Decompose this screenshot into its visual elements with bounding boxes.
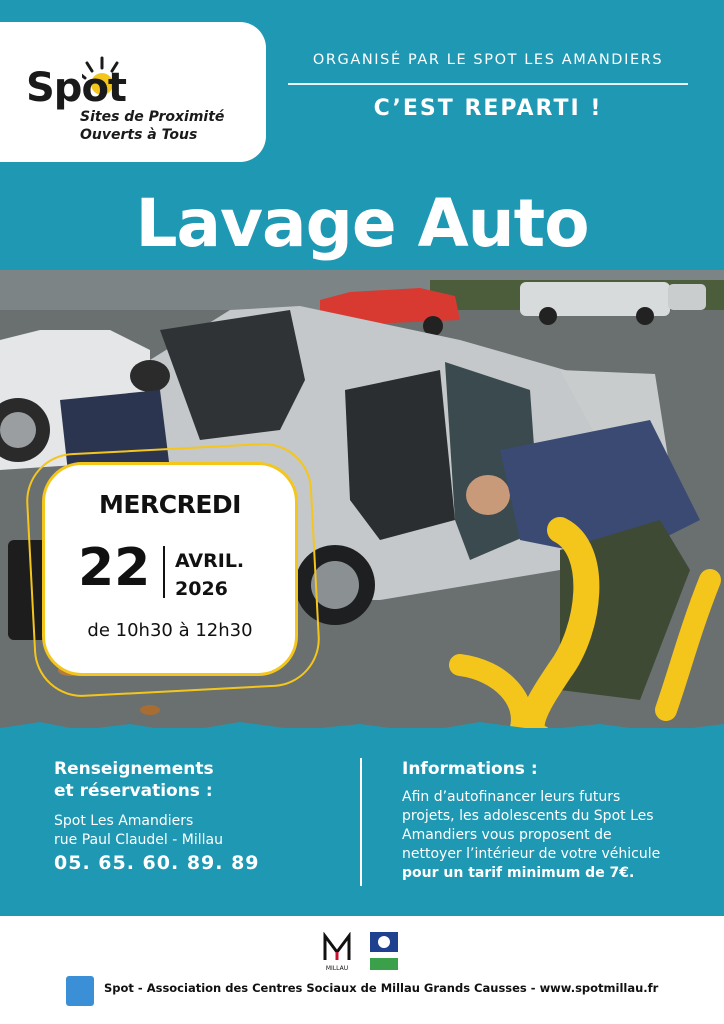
millau-logo <box>322 932 352 972</box>
event-title: Lavage Auto <box>135 185 589 262</box>
contact-column <box>54 758 344 876</box>
address-line2: rue Paul Claudel - Millau <box>54 832 223 848</box>
organizer-text: ORGANISÉ PAR LE SPOT LES AMANDIERS <box>312 52 664 68</box>
contact-heading-line1: Renseignements <box>54 759 214 779</box>
logo-tagline <box>80 108 224 144</box>
date-year: 2026 <box>175 578 228 600</box>
information-heading: Informations : <box>402 759 538 779</box>
info-text-line3: Amandiers vous proposent de <box>402 827 612 843</box>
logo-tagline-line2: Ouverts à Tous <box>80 127 198 143</box>
logo-tagline-line1: Sites de Proximité <box>80 109 225 125</box>
address-line1: Spot Les Amandiers <box>54 813 194 829</box>
info-text-line2: projets, les adolescents du Spot Les <box>402 808 654 824</box>
column-divider <box>360 758 362 886</box>
info-text-line5: pour un tarif minimum de 7€. <box>402 865 635 881</box>
info-text-line4: nettoyer l’intérieur de votre véhicule <box>402 846 661 862</box>
date-month: AVRIL. <box>175 550 245 572</box>
date-separator <box>163 546 165 598</box>
organizer-rule <box>288 83 688 85</box>
information-column <box>402 758 702 883</box>
centres-sociaux-logo <box>66 976 94 1006</box>
date-weekday: MERCREDI <box>99 490 241 519</box>
footer-text[interactable]: Spot - Association des Centres Sociaux de Millau Grands Causses - www.spotmillau.fr <box>104 981 659 995</box>
info-text-line1: Afin d’autofinancer leurs futurs <box>402 789 621 805</box>
phone-number[interactable]: 05. 65. 60. 89. 89 <box>54 852 260 874</box>
date-hours: de 10h30 à 12h30 <box>87 620 253 641</box>
caf-logo <box>370 932 398 970</box>
date-day: 22 <box>78 538 151 598</box>
millau-logo-text: MILLAU <box>325 965 349 972</box>
contact-heading-line2: et réservations : <box>54 781 213 801</box>
logo-word: Spot <box>26 65 127 111</box>
tagline-reparti: C’EST REPARTI ! <box>373 96 603 121</box>
